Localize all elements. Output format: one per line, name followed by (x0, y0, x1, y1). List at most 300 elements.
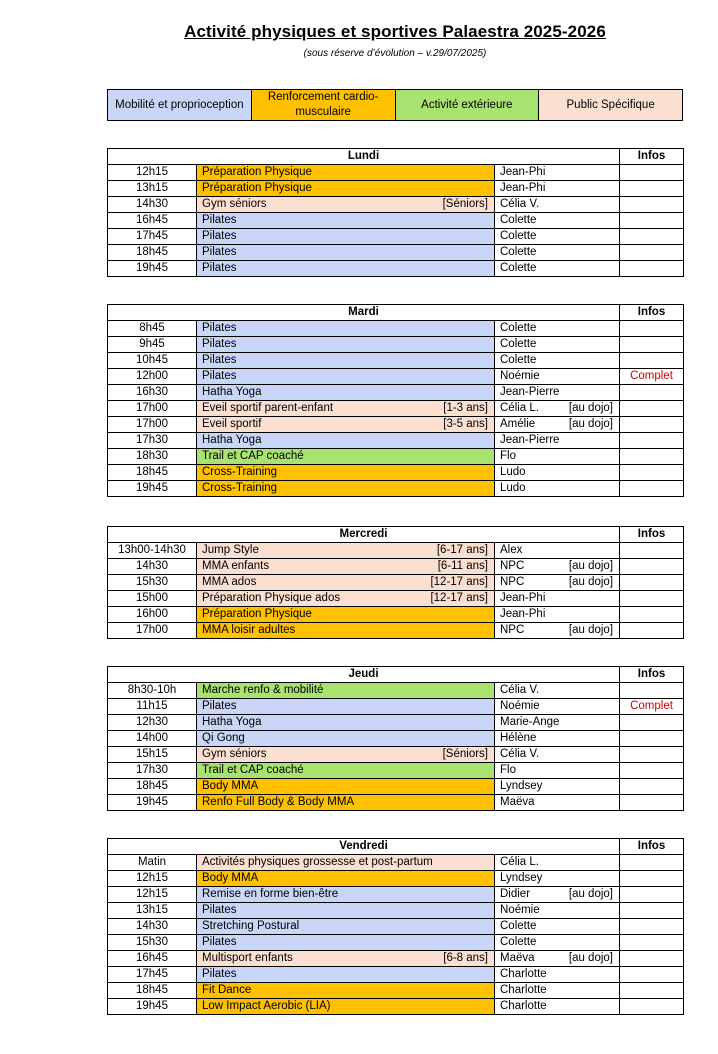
activity-label: Pilates (202, 246, 237, 258)
session-time: 15h00 (108, 591, 197, 607)
session-infos (620, 197, 684, 213)
session-infos (620, 623, 684, 639)
session-coach (495, 903, 620, 919)
session-infos (620, 795, 684, 811)
location-tag: [au dojo] (568, 624, 614, 636)
session-time: 12h00 (108, 369, 197, 385)
day-table-3 (107, 666, 684, 811)
table-row (108, 967, 684, 983)
page-title: Activité physiques et sportives Palaestra 2025-2026 (184, 22, 606, 41)
coach-label: Didier (500, 888, 531, 900)
table-row (108, 369, 684, 385)
session-activity (197, 245, 495, 261)
session-coach (495, 967, 620, 983)
session-time: 12h15 (108, 887, 197, 903)
activity-label: Low Impact Aerobic (LIA) (202, 1000, 331, 1012)
session-infos (620, 591, 684, 607)
table-row (108, 559, 684, 575)
session-infos (620, 181, 684, 197)
day-table-4 (107, 838, 684, 1015)
session-activity (197, 197, 495, 213)
session-activity (197, 699, 495, 715)
table-row (108, 903, 684, 919)
session-coach (495, 575, 620, 591)
activity-label: Multisport enfants (202, 952, 293, 964)
session-activity (197, 591, 495, 607)
session-time: 16h45 (108, 213, 197, 229)
coach-label: Célia V. (500, 198, 540, 210)
infos-header: Infos (620, 305, 684, 321)
session-coach (495, 321, 620, 337)
session-time: 13h15 (108, 903, 197, 919)
session-activity (197, 321, 495, 337)
coach-label: Charlotte (500, 1000, 547, 1012)
infos-header: Infos (620, 527, 684, 543)
table-row (108, 417, 684, 433)
activity-label: Renfo Full Body & Body MMA (202, 796, 355, 808)
day-header-row (108, 839, 684, 855)
session-coach (495, 983, 620, 999)
coach-label: Jean-Phi (500, 592, 546, 604)
session-time: 12h15 (108, 871, 197, 887)
session-activity (197, 951, 495, 967)
session-coach (495, 715, 620, 731)
session-time: 14h00 (108, 731, 197, 747)
activity-label: Jump Style (202, 544, 259, 556)
activity-label: Remise en forme bien-être (202, 888, 339, 900)
session-infos (620, 245, 684, 261)
location-tag: [au dojo] (568, 952, 613, 964)
session-time: 18h45 (108, 983, 197, 999)
session-activity (197, 337, 495, 353)
activity-label: Hatha Yoga (202, 386, 262, 398)
session-coach (495, 181, 620, 197)
location-tag: [au dojo] (568, 576, 614, 588)
session-activity (197, 999, 495, 1015)
session-coach (495, 369, 620, 385)
coach-label: Célia V. (500, 684, 540, 696)
session-time: 12h15 (108, 165, 197, 181)
session-infos (620, 401, 684, 417)
table-row (108, 715, 684, 731)
session-infos (620, 337, 684, 353)
session-activity (197, 543, 495, 559)
session-infos (620, 871, 684, 887)
session-activity (197, 855, 495, 871)
session-infos (620, 855, 684, 871)
session-coach (495, 433, 620, 449)
coach-label: Célia L. (500, 856, 539, 868)
table-row (108, 449, 684, 465)
session-coach (495, 607, 620, 623)
coach-label: Lyndsey (500, 780, 543, 792)
coach-label: Colette (500, 322, 537, 334)
session-infos (620, 779, 684, 795)
session-activity (197, 607, 495, 623)
session-activity (197, 181, 495, 197)
coach-label: Colette (500, 354, 537, 366)
session-infos (620, 229, 684, 245)
session-coach (495, 337, 620, 353)
session-activity (197, 385, 495, 401)
session-infos (620, 559, 684, 575)
table-row (108, 181, 684, 197)
activity-label: Pilates (202, 936, 237, 948)
session-coach (495, 999, 620, 1015)
session-coach (495, 245, 620, 261)
activity-label: Pilates (202, 370, 237, 382)
page-subtitle: (sous réserve d’évolution – v.29/07/2025) (303, 48, 487, 59)
session-coach (495, 763, 620, 779)
activity-label: Cross-Training (202, 466, 277, 478)
coach-label: Alex (500, 544, 523, 556)
session-coach (495, 229, 620, 245)
session-time: 17h00 (108, 623, 197, 639)
activity-label: Préparation Physique (202, 182, 312, 194)
coach-label: Jean-Phi (500, 608, 546, 620)
coach-label: Ludo (500, 466, 526, 478)
coach-label: Jean-Phi (500, 182, 546, 194)
activity-label: Activités physiques grossesse et post-partum (202, 856, 433, 868)
table-row (108, 607, 684, 623)
day-table-0 (107, 148, 684, 277)
coach-label: Charlotte (500, 984, 547, 996)
session-time: 8h45 (108, 321, 197, 337)
table-row (108, 197, 684, 213)
session-coach (495, 401, 620, 417)
infos-header: Infos (620, 149, 684, 165)
day-name: Lundi (108, 149, 620, 165)
activity-label: Eveil sportif parent-enfant (202, 402, 334, 414)
session-time: 13h15 (108, 181, 197, 197)
session-coach (495, 261, 620, 277)
coach-label: Colette (500, 338, 537, 350)
activity-label: Pilates (202, 262, 237, 274)
session-time: 17h30 (108, 763, 197, 779)
coach-label: NPC (500, 576, 525, 588)
day-name: Jeudi (108, 667, 620, 683)
activity-label: Pilates (202, 354, 237, 366)
session-coach (495, 165, 620, 181)
table-row (108, 795, 684, 811)
location-tag: [au dojo] (568, 888, 613, 900)
session-activity (197, 623, 495, 639)
coach-label: Ludo (500, 482, 526, 494)
session-infos (620, 935, 684, 951)
table-row (108, 591, 684, 607)
legend-outdoor: Activité extérieure (395, 90, 539, 121)
session-infos (620, 543, 684, 559)
session-time: 19h45 (108, 795, 197, 811)
session-time: 19h45 (108, 481, 197, 497)
session-coach (495, 887, 620, 903)
location-tag: [au dojo] (568, 418, 613, 430)
session-time: 19h45 (108, 261, 197, 277)
coach-label: Jean-Phi (500, 166, 546, 178)
table-row (108, 887, 684, 903)
session-time: 18h45 (108, 779, 197, 795)
session-infos (620, 763, 684, 779)
session-time: 16h45 (108, 951, 197, 967)
session-time: 11h15 (108, 699, 197, 715)
table-row (108, 779, 684, 795)
activity-label: Gym séniors (202, 198, 267, 210)
coach-label: Noémie (500, 904, 540, 916)
activity-label: Pilates (202, 214, 237, 226)
table-row (108, 951, 684, 967)
session-infos (620, 983, 684, 999)
session-time: 15h15 (108, 747, 197, 763)
session-activity (197, 683, 495, 699)
session-time: 14h30 (108, 197, 197, 213)
session-activity (197, 433, 495, 449)
session-infos: Complet (620, 369, 684, 385)
session-coach (495, 623, 620, 639)
session-activity (197, 731, 495, 747)
session-infos (620, 715, 684, 731)
coach-label: Jean-Pierre (500, 434, 560, 446)
coach-label: Flo (500, 764, 516, 776)
coach-label: Célia V. (500, 748, 540, 760)
coach-label: Colette (500, 246, 537, 258)
session-coach (495, 353, 620, 369)
day-header-row (108, 149, 684, 165)
table-row (108, 763, 684, 779)
infos-header: Infos (620, 667, 684, 683)
audience-tag: [6-17 ans] (436, 544, 488, 556)
coach-label: Colette (500, 230, 537, 242)
location-tag: [au dojo] (568, 402, 613, 414)
legend-specific-public: Public Spécifique (539, 90, 683, 121)
session-activity (197, 165, 495, 181)
session-infos (620, 967, 684, 983)
activity-label: Gym séniors (202, 748, 267, 760)
table-row (108, 353, 684, 369)
table-row (108, 999, 684, 1015)
session-time: 19h45 (108, 999, 197, 1015)
audience-tag: [1-3 ans] (443, 402, 488, 414)
session-time: 13h00-14h30 (108, 543, 197, 559)
day-name: Mercredi (108, 527, 620, 543)
table-row (108, 983, 684, 999)
session-activity (197, 559, 495, 575)
audience-tag: [3-5 ans] (443, 418, 488, 430)
audience-tag: [Séniors] (442, 748, 488, 760)
session-activity (197, 887, 495, 903)
session-infos (620, 747, 684, 763)
session-activity (197, 353, 495, 369)
session-coach (495, 855, 620, 871)
coach-label: Colette (500, 214, 537, 226)
activity-label: Trail et CAP coaché (202, 450, 304, 462)
session-activity (197, 967, 495, 983)
table-row (108, 401, 684, 417)
coach-label: Célia L. (500, 402, 539, 414)
session-activity (197, 871, 495, 887)
session-time: Matin (108, 855, 197, 871)
session-infos (620, 213, 684, 229)
coach-label: Hélène (500, 732, 537, 744)
coach-label: NPC (500, 624, 525, 636)
table-row (108, 747, 684, 763)
session-activity (197, 983, 495, 999)
table-row (108, 165, 684, 181)
session-activity (197, 935, 495, 951)
session-infos (620, 261, 684, 277)
activity-label: Pilates (202, 700, 237, 712)
legend-cardio: Renforcement cardio-musculaire (251, 90, 395, 121)
session-infos (620, 999, 684, 1015)
session-infos (620, 465, 684, 481)
activity-label: Marche renfo & mobilité (202, 684, 324, 696)
table-row (108, 433, 684, 449)
session-infos (620, 887, 684, 903)
coach-label: Charlotte (500, 968, 547, 980)
session-coach (495, 871, 620, 887)
session-coach (495, 919, 620, 935)
session-infos (620, 903, 684, 919)
table-row (108, 337, 684, 353)
audience-tag: [Séniors] (442, 198, 488, 210)
infos-header: Infos (620, 839, 684, 855)
session-infos (620, 449, 684, 465)
table-row (108, 935, 684, 951)
session-coach (495, 779, 620, 795)
activity-label: MMA ados (202, 576, 257, 588)
activity-label: Fit Dance (202, 984, 252, 996)
table-row (108, 731, 684, 747)
session-activity (197, 369, 495, 385)
table-row (108, 575, 684, 591)
session-activity (197, 779, 495, 795)
table-row (108, 855, 684, 871)
day-name: Mardi (108, 305, 620, 321)
session-infos: Complet (620, 699, 684, 715)
session-infos (620, 607, 684, 623)
session-activity (197, 715, 495, 731)
session-time: 17h45 (108, 967, 197, 983)
session-activity (197, 261, 495, 277)
session-coach (495, 213, 620, 229)
coach-label: Maëva (500, 796, 535, 808)
day-name: Vendredi (108, 839, 620, 855)
session-coach (495, 951, 620, 967)
activity-label: Préparation Physique ados (202, 592, 341, 604)
session-infos (620, 481, 684, 497)
activity-label: Préparation Physique (202, 608, 312, 620)
session-activity (197, 213, 495, 229)
activity-label: Hatha Yoga (202, 434, 262, 446)
coach-label: Colette (500, 920, 537, 932)
session-activity (197, 919, 495, 935)
activity-label: Pilates (202, 322, 237, 334)
session-coach (495, 747, 620, 763)
session-coach (495, 385, 620, 401)
session-time: 17h00 (108, 401, 197, 417)
session-activity (197, 417, 495, 433)
session-coach (495, 935, 620, 951)
activity-label: Stretching Postural (202, 920, 300, 932)
coach-label: Flo (500, 450, 516, 462)
category-legend (107, 89, 683, 121)
session-coach (495, 731, 620, 747)
table-row (108, 543, 684, 559)
coach-label: Noémie (500, 370, 540, 382)
coach-label: Marie-Ange (500, 716, 560, 728)
session-infos (620, 919, 684, 935)
session-infos (620, 165, 684, 181)
coach-label: Colette (500, 262, 537, 274)
activity-label: Body MMA (202, 872, 259, 884)
activity-label: Eveil sportif (202, 418, 262, 430)
day-table-2 (107, 526, 684, 639)
session-time: 12h30 (108, 715, 197, 731)
session-time: 17h30 (108, 433, 197, 449)
session-time: 18h45 (108, 465, 197, 481)
coach-label: Amélie (500, 418, 536, 430)
session-time: 14h30 (108, 919, 197, 935)
session-time: 9h45 (108, 337, 197, 353)
activity-label: Préparation Physique (202, 166, 312, 178)
coach-label: Jean-Pierre (500, 386, 560, 398)
session-time: 18h30 (108, 449, 197, 465)
session-time: 16h30 (108, 385, 197, 401)
session-activity (197, 401, 495, 417)
coach-label: Lyndsey (500, 872, 543, 884)
table-row (108, 229, 684, 245)
session-coach (495, 449, 620, 465)
day-table-1 (107, 304, 684, 497)
session-coach (495, 481, 620, 497)
session-time: 10h45 (108, 353, 197, 369)
session-activity (197, 449, 495, 465)
table-row (108, 465, 684, 481)
activity-label: Pilates (202, 904, 237, 916)
session-activity (197, 481, 495, 497)
session-coach (495, 795, 620, 811)
session-time: 16h00 (108, 607, 197, 623)
session-coach (495, 699, 620, 715)
session-coach (495, 591, 620, 607)
session-infos (620, 951, 684, 967)
session-coach (495, 543, 620, 559)
coach-label: Maëva (500, 952, 535, 964)
session-coach (495, 465, 620, 481)
session-infos (620, 321, 684, 337)
legend-mobility: Mobilité et proprioception (108, 90, 252, 121)
session-time: 15h30 (108, 935, 197, 951)
activity-label: Pilates (202, 230, 237, 242)
table-row (108, 321, 684, 337)
audience-tag: [12-17 ans] (430, 592, 488, 604)
session-coach (495, 559, 620, 575)
table-row (108, 481, 684, 497)
session-activity (197, 795, 495, 811)
audience-tag: [6-11 ans] (437, 560, 488, 572)
activity-label: MMA enfants (202, 560, 270, 572)
table-row (108, 385, 684, 401)
session-time: 8h30-10h (108, 683, 197, 699)
activity-label: Pilates (202, 338, 237, 350)
table-row (108, 245, 684, 261)
table-row (108, 699, 684, 715)
session-infos (620, 353, 684, 369)
audience-tag: [12-17 ans] (430, 576, 488, 588)
session-infos (620, 417, 684, 433)
activity-label: Trail et CAP coaché (202, 764, 304, 776)
table-row (108, 623, 684, 639)
session-activity (197, 747, 495, 763)
